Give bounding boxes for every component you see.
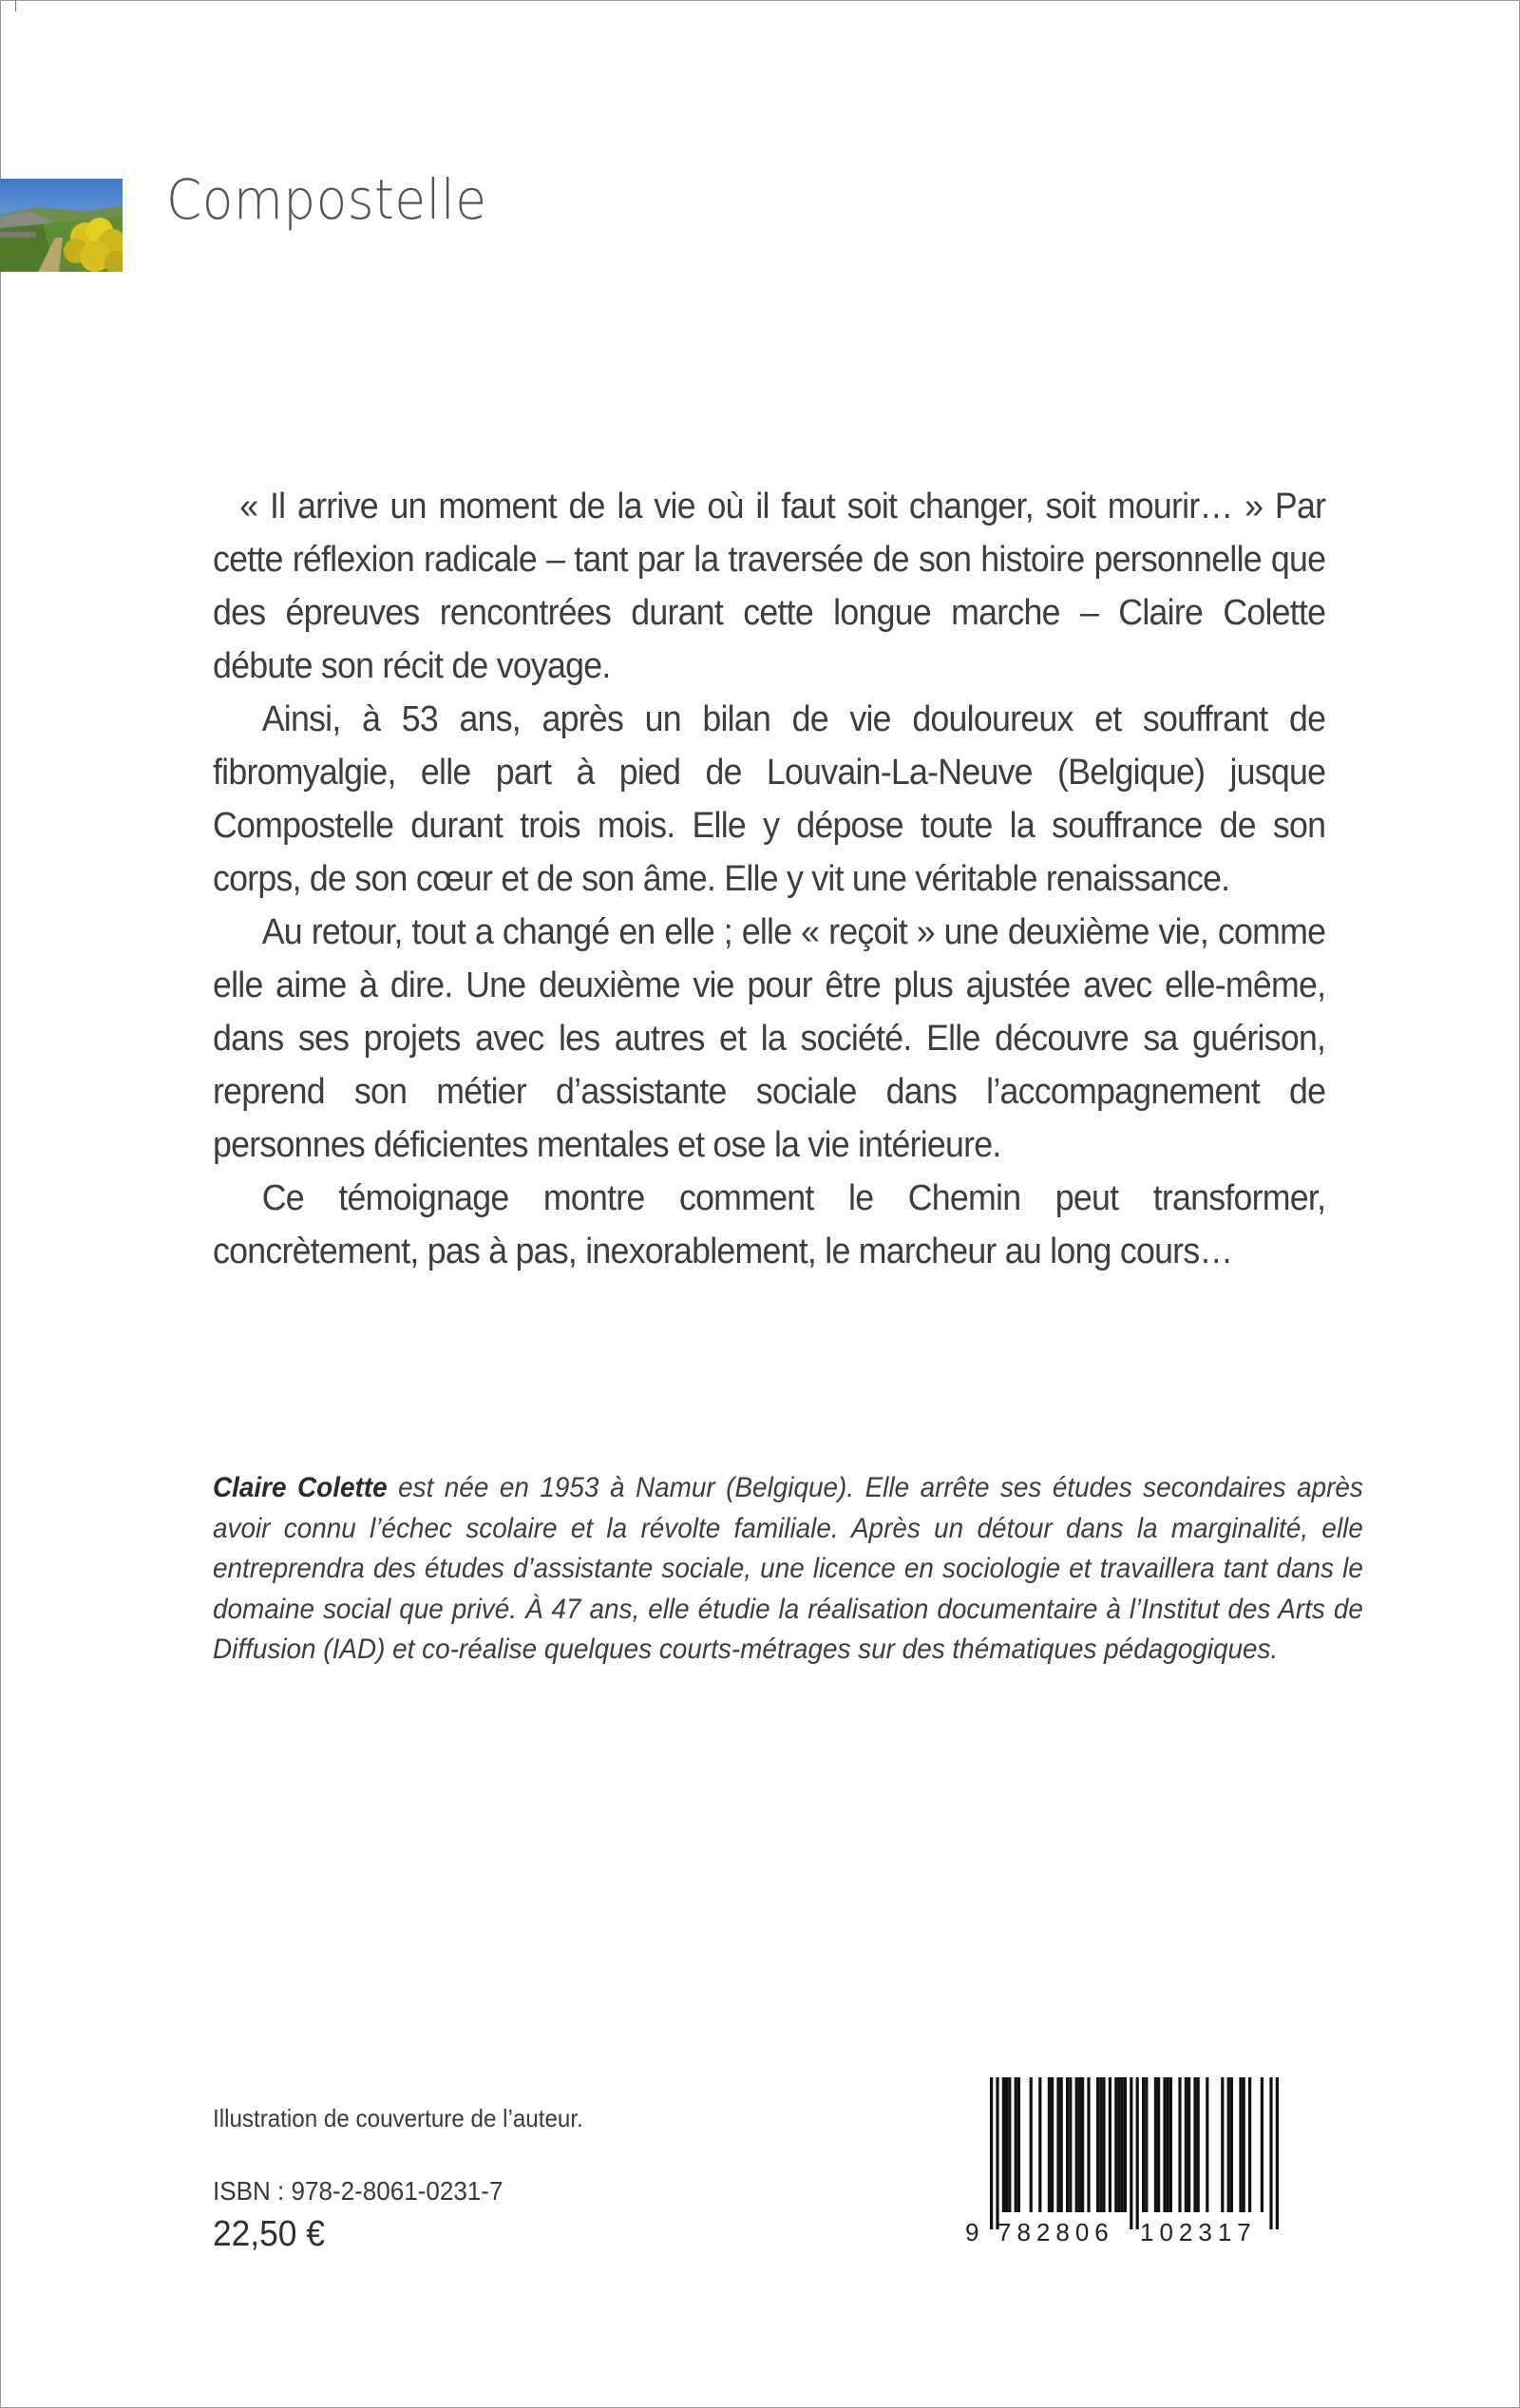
barcode-left-digits: 782806 <box>998 2218 1114 2244</box>
barcode-bar <box>1117 2077 1120 2212</box>
barcode-bar <box>1096 2077 1099 2212</box>
author-bio-text: est née en 1953 à Namur (Belgique). Elle arrête ses études secondaires après avoir connu l’échec scolaire et la révolte familiale. Après un détour dans la marginalité, elle entreprendra des études d’assistante sociale, une licence en sociologie et travaillera tant dans le domaine social que privé. À 47 ans, elle étudie la réalisation documentaire à l’Institut des Arts de Diffusion (IAD) et co-réalise quelques courts-métrages sur des thématiques pédagogiques. <box>213 1472 1363 1665</box>
barcode-bar <box>1185 2077 1188 2212</box>
barcode-bar <box>1142 2077 1145 2212</box>
barcode-bar <box>1261 2077 1264 2212</box>
barcode-bar <box>1239 2077 1242 2212</box>
barcode-bar <box>1102 2077 1105 2212</box>
barcode-bar <box>1060 2077 1063 2212</box>
barcode-bar <box>1005 2077 1008 2212</box>
price: 22,50 € <box>213 2214 325 2254</box>
barcode-bar <box>990 2077 993 2229</box>
barcode-bar <box>1269 2077 1272 2229</box>
barcode-bar <box>1002 2077 1005 2212</box>
barcode-bar <box>1169 2077 1172 2212</box>
barcode-bar <box>1167 2077 1169 2212</box>
barcode-bar <box>1078 2077 1081 2212</box>
crop-mark <box>15 0 16 11</box>
barcode-bar <box>1193 2077 1196 2212</box>
barcode-bar <box>1008 2077 1011 2212</box>
barcode-bar <box>1048 2077 1051 2212</box>
barcode-bar <box>1038 2077 1041 2212</box>
barcode-bar <box>1197 2077 1200 2212</box>
barcode-bar <box>1136 2077 1139 2229</box>
barcode-bar <box>1081 2077 1084 2212</box>
barcode-bar <box>1109 2077 1112 2212</box>
barcode-bar <box>1276 2077 1279 2229</box>
barcode-bar <box>1243 2077 1245 2212</box>
barcode <box>963 2077 1305 2244</box>
barcode-bar <box>1114 2077 1117 2212</box>
barcode-bar <box>1017 2077 1020 2212</box>
barcode-bar <box>1121 2077 1124 2212</box>
landscape-photo-icon <box>0 179 123 272</box>
barcode-lead-digit: 9 <box>965 2218 979 2244</box>
back-cover-blurb <box>213 480 1325 1278</box>
barcode-bar <box>1087 2077 1090 2212</box>
barcode-bar <box>1145 2077 1148 2212</box>
barcode-bar <box>1124 2077 1127 2212</box>
blurb-paragraph: Au retour, tout a changé en elle ; elle « reçoit » une deuxième vie, comme elle aime à dire. Une deuxième vie pour être plus ajustée avec elle-même, dans ses projets avec les autres et la société. Elle découvre sa guérison, reprend son métier d’assistante sociale dans l’accompagnement de personnes déficientes mentales et ose la vie intérieure. <box>213 912 1326 1165</box>
author-name: Claire Colette <box>213 1472 388 1503</box>
blurb-paragraph: « Il arrive un moment de la vie où il faut soit changer, soit mourir… » Par cette réflexion radicale – tant par la traversée de son histoire personnelle que des épreuves rencontrées durant cette longue marche – Claire Colette débute son récit de voyage. <box>213 487 1326 686</box>
barcode-bar <box>1051 2077 1054 2212</box>
barcode-bar <box>1069 2077 1072 2212</box>
barcode-bar <box>1099 2077 1102 2212</box>
barcode-bar <box>1130 2077 1132 2229</box>
barcode-bar <box>1163 2077 1166 2212</box>
illustration-credit: Illustration de couverture de l’auteur. <box>213 2104 583 2132</box>
barcode-bar <box>1075 2077 1078 2212</box>
barcode-bar <box>1206 2077 1208 2212</box>
barcode-bar <box>1154 2077 1157 2212</box>
blurb-paragraph: Ainsi, à 53 ans, après un bilan de vie douloureux et souffrant de fibromyalgie, elle part à pied de Louvain-La-Neuve (Belgique) jusque Compostelle durant trois mois. Elle y dépose toute la souffrance de son corps, de son cœur et de son âme. Elle y vit une véritable renaissance. <box>213 699 1326 899</box>
barcode-bar <box>1230 2077 1233 2212</box>
author-bio <box>213 1468 1363 1671</box>
barcode-bar <box>1248 2077 1251 2212</box>
barcode-bar <box>1066 2077 1069 2212</box>
barcode-bar <box>1221 2077 1224 2212</box>
barcode-bar <box>1015 2077 1017 2212</box>
barcode-right-digits: 102317 <box>1140 2218 1257 2244</box>
barcode-bar <box>1157 2077 1160 2212</box>
barcode-bar <box>1030 2077 1033 2212</box>
barcode-graphic <box>963 2077 1305 2244</box>
isbn: ISBN : 978-2-8061-0231-7 <box>213 2176 504 2206</box>
barcode-bar <box>1178 2077 1181 2212</box>
barcode-bar <box>1227 2077 1230 2212</box>
barcode-bar <box>996 2077 998 2229</box>
barcode-bar <box>1188 2077 1190 2212</box>
barcode-bar <box>1056 2077 1059 2212</box>
blurb-paragraph: Ce témoignage montre comment le Chemin peut transformer, concrètement, pas à pas, inexorablement, le marcheur au long cours… <box>213 1178 1326 1271</box>
series-title: Compostelle <box>166 167 487 232</box>
